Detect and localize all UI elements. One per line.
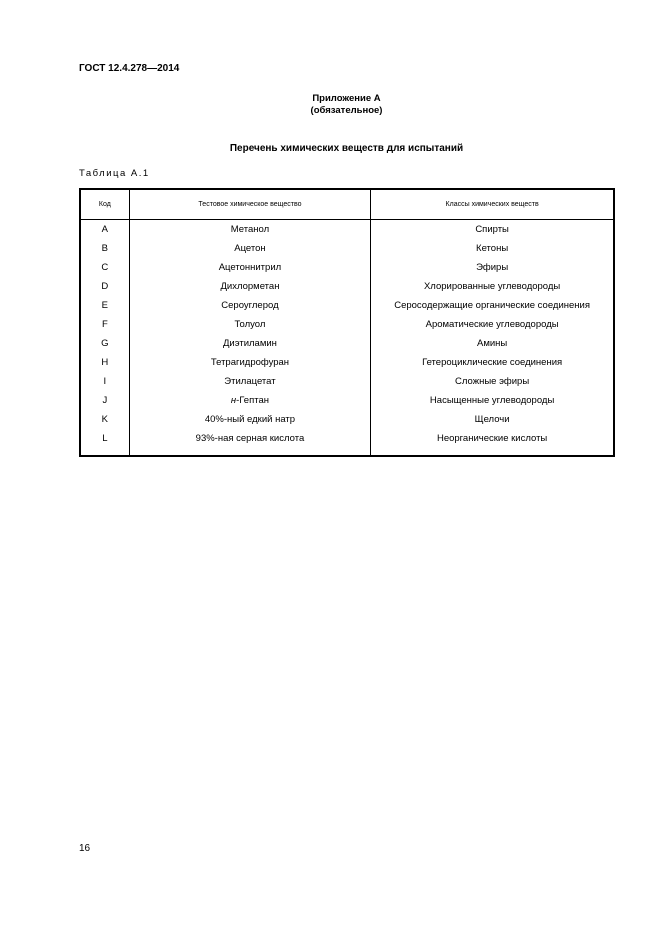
table-row <box>80 372 614 391</box>
cell-code: G <box>80 334 129 353</box>
substance-name: Метанол <box>230 224 270 235</box>
cell-class: Сложные эфиры <box>371 372 614 391</box>
cell-class: Насыщенные углеводороды <box>371 391 614 410</box>
cell-class: Кетоны <box>371 239 614 258</box>
table-row <box>80 429 614 456</box>
cell-class: Спирты <box>371 220 614 240</box>
cell-substance <box>129 391 371 410</box>
column-header-code: Код <box>80 189 129 220</box>
cell-substance <box>129 277 371 296</box>
cell-code: B <box>80 239 129 258</box>
substance-name: -Гептан <box>236 395 269 406</box>
cell-code: F <box>80 315 129 334</box>
substance-name: 93%-ная серная кислота <box>195 433 305 444</box>
cell-code: D <box>80 277 129 296</box>
cell-code: L <box>80 429 129 456</box>
table-row <box>80 410 614 429</box>
cell-code: C <box>80 258 129 277</box>
cell-substance <box>129 429 371 456</box>
column-header-substance: Тестовое химическое вещество <box>129 189 371 220</box>
substance-prefix: н <box>230 395 237 406</box>
substance-name: Тетрагидрофуран <box>210 357 290 368</box>
table-header-row <box>80 189 614 220</box>
cell-code: K <box>80 410 129 429</box>
substance-name: Сероуглерод <box>221 300 279 311</box>
cell-substance <box>129 315 371 334</box>
table-row <box>80 220 614 240</box>
cell-class: Гетероциклические соединения <box>371 353 614 372</box>
substance-name: Толуол <box>234 319 266 330</box>
appendix-heading <box>16 93 661 117</box>
cell-class: Эфиры <box>371 258 614 277</box>
cell-substance <box>129 258 371 277</box>
cell-substance <box>129 353 371 372</box>
substance-name: Ацетоннитрил <box>218 262 282 273</box>
table-row <box>80 296 614 315</box>
cell-code: I <box>80 372 129 391</box>
page-number: 16 <box>79 843 91 854</box>
substance-name: Дихлорметан <box>220 281 280 292</box>
cell-substance <box>129 220 371 240</box>
table-row <box>80 239 614 258</box>
cell-code: A <box>80 220 129 240</box>
table-row <box>80 277 614 296</box>
cell-substance <box>129 372 371 391</box>
substance-name: Диэтиламин <box>222 338 277 349</box>
chemicals-table <box>79 188 615 457</box>
table-row <box>80 315 614 334</box>
table-row <box>80 258 614 277</box>
cell-class: Амины <box>371 334 614 353</box>
cell-class: Серосодержащие органические соединения <box>371 296 614 315</box>
cell-code: J <box>80 391 129 410</box>
cell-code: H <box>80 353 129 372</box>
appendix-title: Приложение А <box>312 93 381 104</box>
substance-name: Ацетон <box>234 243 266 254</box>
table-body <box>80 220 614 457</box>
table-caption: Таблица А.1 <box>79 168 150 179</box>
cell-substance <box>129 334 371 353</box>
table-row <box>80 353 614 372</box>
table-row <box>80 391 614 410</box>
cell-class: Щелочи <box>371 410 614 429</box>
cell-substance <box>129 296 371 315</box>
column-header-class: Классы химических веществ <box>371 189 614 220</box>
table-row <box>80 334 614 353</box>
cell-code: E <box>80 296 129 315</box>
section-title: Перечень химических веществ для испытаний <box>229 143 464 154</box>
substance-name: Этилацетат <box>224 376 276 387</box>
cell-class: Ароматические углеводороды <box>371 315 614 334</box>
cell-class: Хлорированные углеводороды <box>371 277 614 296</box>
cell-substance <box>129 410 371 429</box>
document-code: ГОСТ 12.4.278—2014 <box>79 63 180 74</box>
appendix-status: (обязательное) <box>310 105 383 116</box>
substance-name: 40%-ный едкий натр <box>204 414 296 425</box>
cell-class: Неорганические кислоты <box>371 429 614 456</box>
cell-substance <box>129 239 371 258</box>
